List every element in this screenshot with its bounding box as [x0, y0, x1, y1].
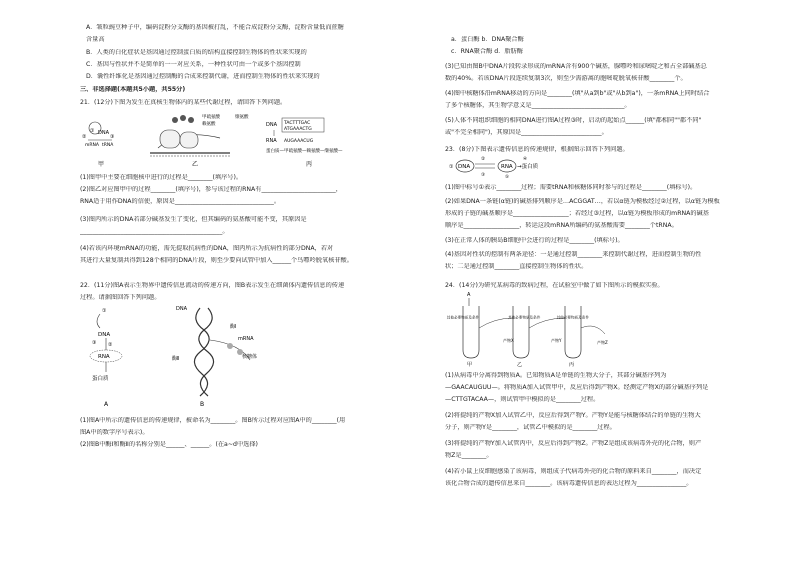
svg-text:③: ③ [481, 173, 486, 178]
figure-a [90, 308, 122, 408]
enzyme-options-2: c．RNA聚合酶 d．脂肪酶 [451, 48, 523, 55]
label-bing: 丙 [306, 161, 313, 168]
svg-text:DNA: DNA [266, 122, 278, 128]
figure-yi [150, 113, 249, 168]
q23-line-5: (3)在正常人体的胰岛B细胞中会进行的过程是________(填标号)。 [445, 237, 624, 244]
q23-line-4: 顺序是__________________，转运这段mRNA所编码的氨基酸需要________个tRNA。 [445, 222, 678, 229]
q24-line-7: 物Z是________。 [445, 452, 493, 459]
q22-cont-2: 数的40%。若该DNA片段连续复制3次，则至少需游离的胞嘧啶脱氧核苷酸________个。 [445, 75, 687, 82]
svg-text:产物X: 产物X [503, 338, 514, 343]
q23-line-6: (4)基因对性状的控制有两条途径：一是通过控制________来控制代谢过程，进而控制生物的性 [445, 251, 702, 258]
svg-text:DNA: DNA [176, 306, 188, 312]
q24-line-1: (1)从病毒中分离得到物质A。已知物质A是单链的生物大分子，其部分碱基序列为 [445, 372, 667, 379]
q22-cont-4: 了多个核糖体，其生物学意义是______________________________。 [445, 102, 631, 109]
svg-text:ATGAAACTG: ATGAAACTG [284, 127, 312, 132]
q22-line-3: (2)图B中酶Ⅰ和酶Ⅱ的名称分别是______、______。(在a~d中选择) [80, 441, 258, 448]
svg-text:②: ② [481, 157, 486, 162]
svg-text:RNA: RNA [501, 164, 513, 170]
svg-text:②: ② [108, 342, 113, 348]
label-jia: 甲 [98, 161, 105, 168]
svg-text:mRNA: mRNA [238, 336, 254, 342]
q23-line-2: (2)如果DNA一条链(α链)的碱基排列顺序是…ACGGAT…，若以α链为模板经过②过程，以α链为模板 [445, 198, 720, 205]
option-b: B．人类的白化症状是基因通过控制蛋白质的结构直接控制生物体的性状来实现的 [86, 49, 307, 56]
q24-line-9: 该化合物合成的遗传信息来自________。该病毒遗传信息的表达过程为________________。 [445, 480, 693, 487]
svg-text:①: ① [90, 128, 95, 134]
q21-stem: 21．(12分)下图为发生在真核生物体内的某些代谢过程，请回答下列问题。 [80, 99, 287, 106]
svg-text:①: ① [449, 164, 454, 170]
svg-text:②: ② [82, 134, 87, 140]
svg-text:产物Y: 产物Y [551, 338, 562, 343]
svg-text:其他必要物质及条件: 其他必要物质及条件 [508, 315, 541, 320]
q24-line-2: —GAACAUGUU—。将物质A加入试管甲中，反应后得到产物X。经测定产物X的部分碱基序列是 [445, 384, 709, 391]
svg-text:酶Ⅱ: 酶Ⅱ [172, 356, 180, 362]
q24-line-6: (3)将提纯的产物Y加入试管丙中，反应后得到产物Z。产物Z是组成该病毒外壳的化合物，则产 [445, 440, 702, 447]
svg-text:蛋白质: 蛋白质 [92, 376, 109, 382]
svg-text:缬氨酸: 缬氨酸 [235, 115, 249, 120]
svg-text:tRNA: tRNA [102, 143, 114, 148]
svg-text:甲硫氨酸: 甲硫氨酸 [202, 115, 220, 120]
q21-figure [80, 108, 420, 170]
q23-stem: 23．(8分)下图表示遗传信息的传递规律，根据图示回答下列问题。 [445, 146, 629, 153]
q24-stem: 24．(14分)为研究某病毒的致病过程，在试验室中做了如下图所示的模拟实验。 [445, 282, 664, 289]
svg-text:RNA: RNA [98, 354, 110, 360]
svg-text:③: ③ [92, 340, 97, 346]
q22-cont-6: 或"不完全相同")，其原因是__________________________。 [445, 129, 608, 136]
svg-text:⑤: ⑤ [505, 175, 510, 180]
svg-text:产物Z: 产物Z [597, 340, 608, 345]
q21-line-4: (3)图丙所示的DNA若部分碱基发生了变化，但其编码的氨基酸可能不变，其原因是 [80, 216, 307, 223]
q21-line-7: 其进行大量复制共得到128个相同的DNA片段，则至少要向试管中加入______个鸟嘌呤脱氧核苷酸。 [80, 257, 353, 264]
q24-line-4: (2)将提纯的产物X加入试管乙中，反应后得到产物Y。产物Y是能与核糖体结合的单链的生物大 [445, 412, 701, 419]
svg-text:③: ③ [110, 134, 115, 140]
q23-line-1: (1)图中标号①表示________过程；需要tRNA和核糖体同时参与的过程是________(填标号)。 [445, 184, 697, 191]
option-c: C．基因与性状并不是简单的一一对应关系，一种性状可由一个或多个基因控制 [86, 61, 301, 68]
svg-text:丙: 丙 [569, 362, 575, 368]
svg-text:AUGAAACUG: AUGAAACUG [284, 139, 314, 144]
svg-text:DNA: DNA [98, 332, 111, 338]
q24-line-3: —CTTGTACAA—，则试管甲中模拟的是________过程。 [445, 396, 600, 403]
section-title: 三、非选择题(本题共5小题，共55分) [80, 86, 186, 93]
q23-line-7: 状；二是通过控制________直接控制生物体的性状。 [445, 263, 588, 270]
q22-stem-1: 22．(11分)图A表示生物界中遗传信息流动的传递方向，图B表示发生在细菌体内遗传信息的传递 [80, 282, 345, 289]
q22-line-2: 图A中的数字序号表示)。 [80, 429, 149, 436]
svg-text:①: ① [102, 308, 107, 314]
q21-line-3: RNA适于用作DNA的信使，原因是________________________________。 [80, 198, 281, 205]
q24-line-8: (4)若小鼠上皮细胞感染了该病毒，则组成子代病毒外壳的化合物的原料来自________，而决定 [445, 468, 702, 475]
svg-text:DNA: DNA [458, 164, 471, 170]
option-d: D．囊性纤维化是基因通过控制酶的合成来控制代谢，进而控制生物体的性状来实现的 [86, 73, 320, 80]
label-a: A [104, 401, 109, 408]
svg-text:DNA: DNA [98, 130, 110, 136]
q22-cont-5: (5)人体不同组织细胞的相同DNA进行图A过程③时，启动的起始点______(填"都相同""都不同" [445, 117, 702, 124]
q21-line-1: (1)图甲中主要在细胞核中进行的过程是________(填序号)。 [80, 174, 243, 181]
q22-figure [80, 300, 420, 410]
svg-text:甲: 甲 [467, 362, 473, 368]
label-b: B [200, 401, 205, 408]
q22-cont-3: (4)图中核糖体沿mRNA移动的方向是________(填"从a到b"或"从b到a")，一条mRNA上同时结合 [445, 90, 710, 97]
svg-text:赖氨酸: 赖氨酸 [202, 122, 216, 127]
svg-text:酶Ⅰ: 酶Ⅰ [230, 324, 237, 330]
q24-figure [445, 288, 785, 368]
svg-text:蛋白质—甲硫氨酸—赖氨酸—缬氨酸—: 蛋白质—甲硫氨酸—赖氨酸—缬氨酸— [266, 149, 343, 154]
q21-line-2: (2)图乙对应图甲中的过程________(填序号)，参与该过程的RNA有________________________， [80, 186, 342, 193]
q21-line-5: ______________________________________________。 [80, 228, 229, 235]
svg-text:TACTTTGAC: TACTTTGAC [284, 121, 311, 126]
enzyme-options-1: a．蛋白酶 b．DNA聚合酶 [451, 36, 524, 43]
svg-text:其他必要物质及条件: 其他必要物质及条件 [446, 315, 480, 320]
option-a-cont: 含量高 [86, 36, 105, 43]
svg-text:其他必要物质及条件: 其他必要物质及条件 [556, 315, 589, 320]
svg-text:→蛋白质: →蛋白质 [517, 164, 539, 170]
svg-text:④: ④ [523, 157, 528, 162]
q22-line-1: (1)图A中所示的遗传信息的传递规律，被命名为________。图B所示过程对应图A中的________(用 [80, 417, 346, 424]
svg-text:核糖体: 核糖体 [242, 354, 258, 360]
q24-line-5: 分子，则产物Y是________，试管乙中模拟的是________过程。 [445, 424, 616, 431]
q22-cont-1: (3)已知由图B中DNA片段转录形成的mRNA含有900个碱基，腺嘌呤和尿嘧啶之和占全部碱基总 [445, 63, 707, 70]
q23-figure [445, 152, 785, 180]
figure-bing [266, 118, 343, 168]
label-yi: 乙 [192, 161, 199, 168]
q23-line-3: 形成的子链的碱基顺序是__________________；若经过③过程，以α链为模板形成的mRNA的碱基 [445, 210, 709, 217]
svg-text:A: A [467, 292, 471, 298]
q21-line-6: (4)若该内环境mRNA的功能，需先提取抗病性的DNA，图丙所示为抗病性的部分DNA，若对 [80, 245, 334, 252]
figure-b [172, 306, 257, 408]
svg-text:RNA: RNA [266, 138, 277, 144]
svg-text:乙: 乙 [517, 362, 523, 368]
option-a: A．皱粒豌豆种子中，编码淀粉分支酶的基因被打乱，不能合成淀粉分支酶，淀粉含量低而蔗糖 [86, 24, 344, 31]
figure-jia [82, 122, 114, 168]
q22-stem-2: 过程。请据图回答下列问题。 [80, 294, 161, 301]
svg-text:mRNA: mRNA [85, 143, 99, 148]
